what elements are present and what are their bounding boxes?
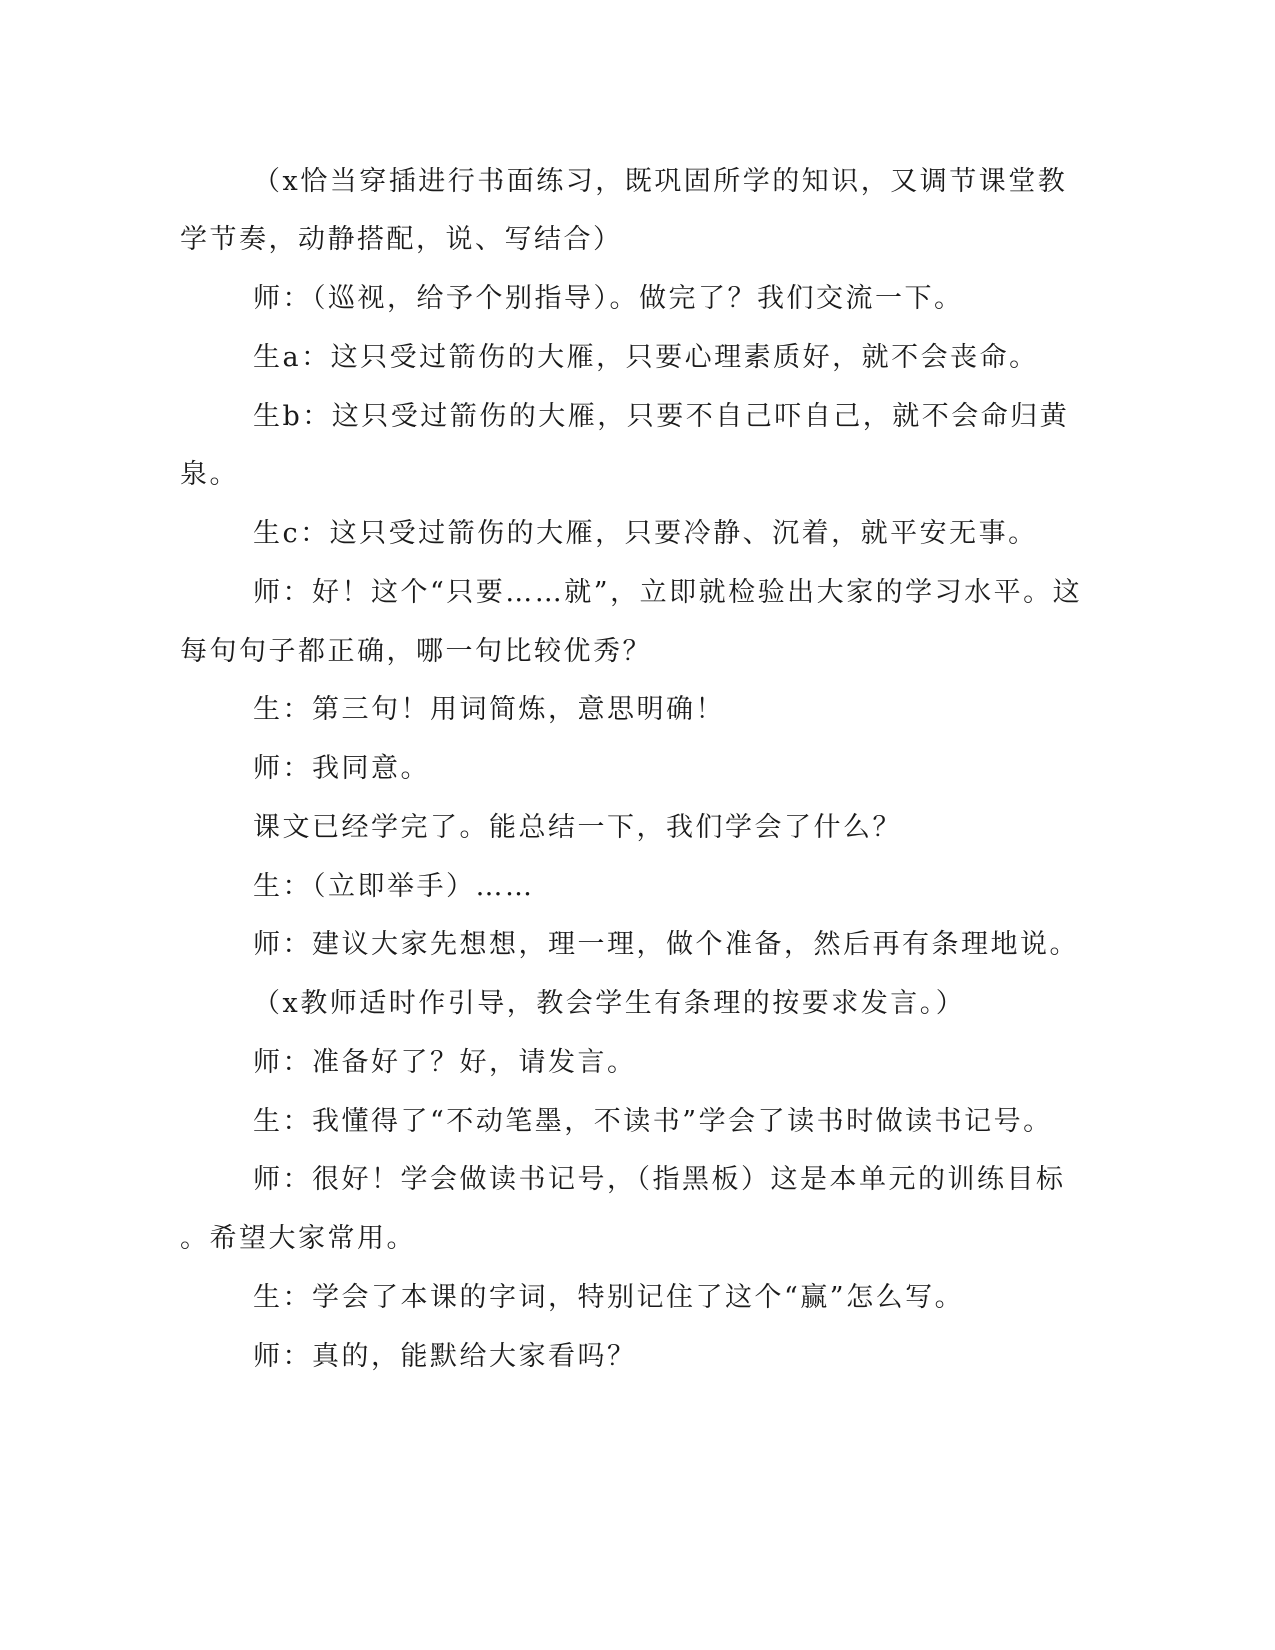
text-line: 生b：这只受过箭伤的大雁，只要不自己吓自己，就不会命归黄 (253, 401, 1070, 432)
text-line: 。希望大家常用。 (180, 1223, 416, 1254)
text-line: 师：好！这个“只要……就”，立即就检验出大家的学习水平。这 (253, 577, 1083, 608)
text-line: 生：第三句！用词简炼，意思明确！ (253, 694, 725, 725)
text-line: 每句句子都正确，哪一句比较优秀？ (180, 636, 652, 667)
text-line: 师：（巡视，给予个别指导）。做完了？我们交流一下。 (253, 283, 964, 314)
text-line: 学节奏，动静搭配，说、写结合） (180, 224, 623, 255)
text-line: （x恰当穿插进行书面练习，既巩固所学的知识，又调节课堂教 (253, 166, 1068, 197)
text-line: 课文已经学完了。能总结一下，我们学会了什么？ (253, 812, 902, 843)
text-line: 师：我同意。 (253, 753, 430, 784)
text-line: 泉。 (180, 459, 239, 490)
text-line: 生a：这只受过箭伤的大雁，只要心理素质好，就不会丧命。 (253, 342, 1039, 373)
text-line: 生：学会了本课的字词，特别记住了这个“赢”怎么写。 (253, 1282, 965, 1313)
text-line: 师：建议大家先想想，理一理，做个准备，然后再有条理地说。 (253, 929, 1079, 960)
text-line: 生：我懂得了“不动笔墨，不读书”学会了读书时做读书记号。 (253, 1106, 1053, 1137)
text-line: （x教师适时作引导，教会学生有条理的按要求发言。） (253, 988, 966, 1019)
text-line: 师：真的，能默给大家看吗？ (253, 1341, 637, 1372)
text-line: 师：准备好了？好，请发言。 (253, 1047, 637, 1078)
text-line: 生c：这只受过箭伤的大雁，只要冷静、沉着，就平安无事。 (253, 518, 1038, 549)
text-line: 师：很好！学会做读书记号，（指黑板）这是本单元的训练目标 (253, 1164, 1066, 1195)
text-line: 生：（立即举手）…… (253, 871, 535, 902)
